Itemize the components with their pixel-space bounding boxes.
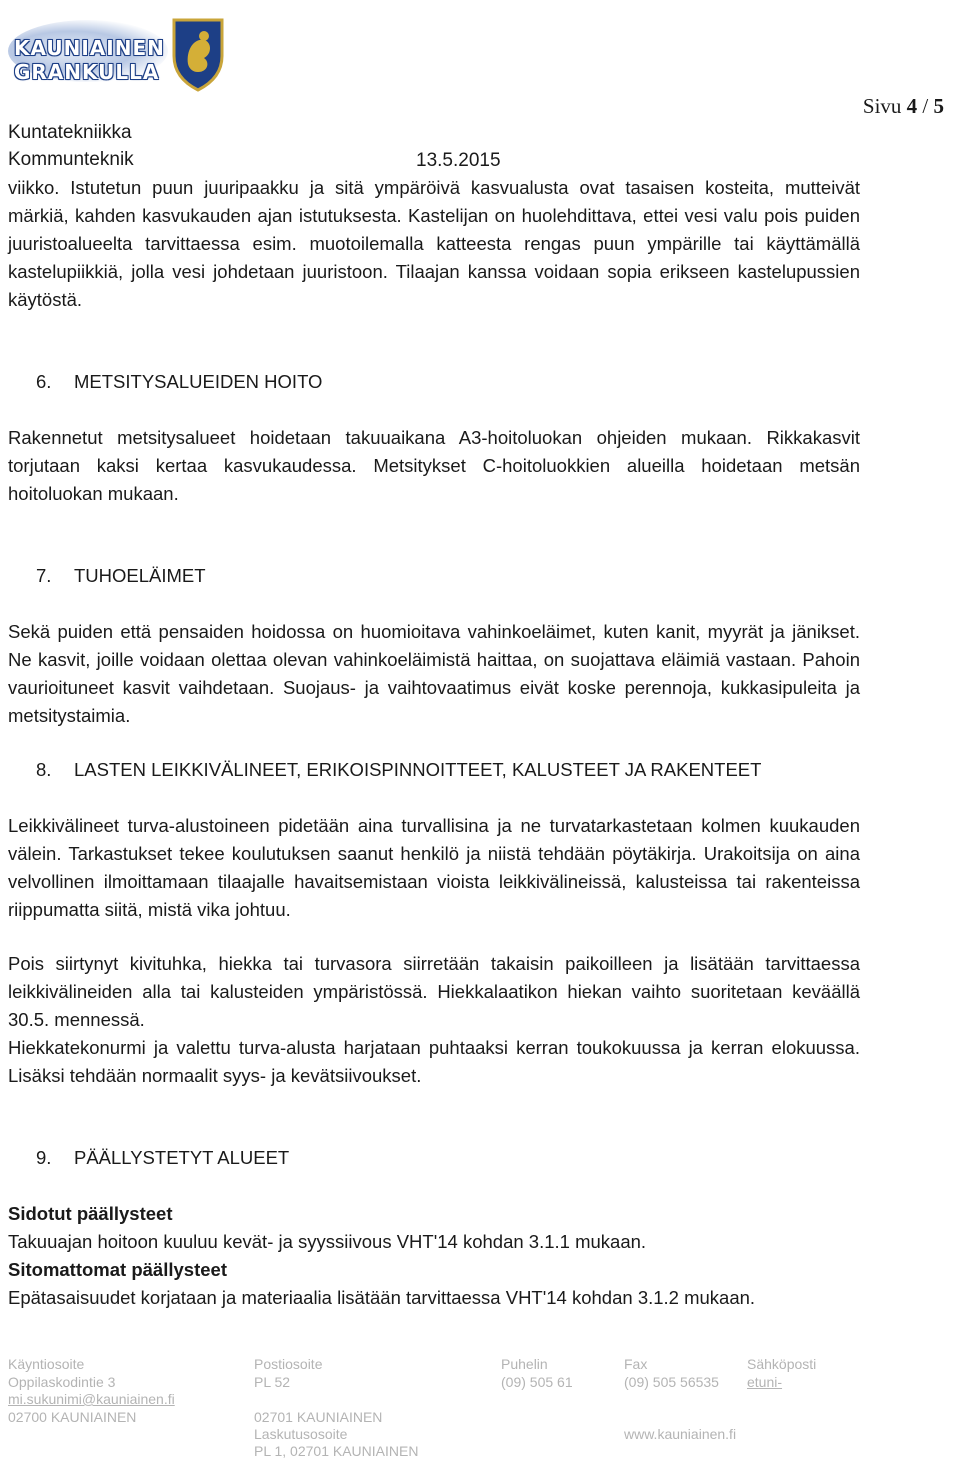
footer-visit-label: Käyntiosoite	[8, 1356, 85, 1372]
intro-paragraph: viikko. Istutetun puun juuripaakku ja sitä ympäröivä kasvualusta ovat tasaisen kosteita, mutteivät märkiä, kahden kasvukauden ajan istutuksesta. Kastelijan on huolehdittava, ettei vesi valu pois puiden juuristoalueelta tarvittaessa esim. muotoilemalla katteesta rengas puun ympärille tai käyttämällä kastelupiikkiä, jolla vesi johdetaan juuristoon. Tilaajan kanssa voidaan sopia erikseen kastelupussien käytöstä.	[8, 177, 860, 310]
section-number: 8.	[36, 759, 52, 780]
footer-website[interactable]: www.kauniainen.fi	[624, 1426, 737, 1442]
section-number: 6.	[36, 371, 52, 392]
section-title: METSITYSALUEIDEN HOITO	[74, 371, 323, 392]
header-department: Kuntatekniikka	[8, 122, 132, 143]
logo-line-1: KAUNIAINEN	[14, 36, 165, 60]
footer-billing-address: PL 1, 02701 KAUNIAINEN	[254, 1443, 419, 1459]
footer-email-tail[interactable]: mi.sukunimi@kauniainen.fi	[8, 1391, 175, 1407]
footer-post-label: Postiosoite	[254, 1356, 323, 1372]
page-current: 4	[906, 94, 918, 118]
header-department-sv: Kommunteknik	[8, 149, 134, 170]
unbound-surfaces-text: Epätasaisuudet korjataan ja materiaalia lisätään tarvittaessa VHT'14 kohdan 3.1.2 mukaan.	[8, 1287, 756, 1308]
section-8-paragraph-3: Hiekkatekonurmi ja valettu turva-alusta harjataan puhtaaksi kerran toukokuussa ja kerran elokuussa. Lisäksi tehdään normaalit syys- ja kevätsiivoukset.	[8, 1037, 860, 1086]
footer-billing-label: Laskutusosoite	[254, 1426, 348, 1442]
kauniainen-logo	[8, 14, 233, 94]
bound-surfaces-text: Takuuajan hoitoon kuuluu kevät- ja syyssiivous VHT'14 kohdan 3.1.1 mukaan.	[8, 1231, 647, 1252]
logo-line-2: GRANKULLA	[14, 60, 160, 84]
footer-fax-label: Fax	[624, 1356, 648, 1372]
section-number: 9.	[36, 1147, 52, 1168]
footer-email-head[interactable]: etuni-	[747, 1374, 783, 1390]
footer-phone: (09) 505 61	[501, 1374, 573, 1390]
page-total: 5	[933, 94, 944, 118]
subheading-bound-surfaces: Sidotut päällysteet	[8, 1203, 173, 1224]
section-title: TUHOELÄIMET	[74, 565, 206, 586]
footer-post-box: PL 52	[254, 1374, 291, 1390]
footer-post-city: 02701 KAUNIAINEN	[254, 1409, 383, 1425]
coat-of-arms-icon	[168, 16, 228, 92]
header-date: 13.5.2015	[416, 150, 501, 171]
page-label: Sivu	[862, 94, 902, 118]
footer-visit-city: 02700 KAUNIAINEN	[8, 1409, 137, 1425]
section-6-paragraph: Rakennetut metsitysalueet hoidetaan takuuaikana A3-hoitoluokan ohjeiden mukaan. Rikkakasvit torjutaan kaksi kertaa kasvukaudessa. Metsitykset C-hoitoluokkien alueilla hoidetaan metsän hoitoluokan mukaan.	[8, 427, 860, 504]
section-8-paragraph-2: Pois siirtynyt kivituhka, hiekka tai turvasora siirretään takaisin paikoilleen ja lisätään tarvittaessa leikkivälineiden alla tai kalusteiden ympäristössä. Hiekkalaatikon hiekan vaihto suoritetaan keväällä 30.5. mennessä.	[8, 953, 860, 1030]
page-separator: /	[922, 94, 929, 118]
footer-email-label: Sähköposti	[747, 1356, 817, 1372]
footer-phone-label: Puhelin	[501, 1356, 548, 1372]
page-number	[863, 94, 944, 119]
footer-fax: (09) 505 56535	[624, 1374, 719, 1390]
subheading-unbound-surfaces: Sitomattomat päällysteet	[8, 1259, 227, 1280]
section-number: 7.	[36, 565, 52, 586]
section-8-paragraph-1: Leikkivälineet turva-alustoineen pidetään aina turvallisina ja ne turvatarkastetaan kolmen kuukauden välein. Tarkastukset tekee koulutuksen saanut henkilö ja niistä tehdään pöytäkirja. Urakoitsija on aina velvollinen ilmoittamaan tilaajalle havaitsemistaan vioista leikkivälineissä, kalusteissa tai rakenteissa riippumatta siitä, mistä vika johtuu.	[8, 815, 860, 920]
section-7-paragraph: Sekä puiden että pensaiden hoidossa on huomioitava vahinkoeläimet, kuten kanit, myyrät ja jänikset. Ne kasvit, joille voidaan olettaa olevan vahinkoeläimistä haittaa, on suojattava eläimiä vastaan. Pahoin vaurioituneet kasvit vaihdetaan. Suojaus- ja vaihtovaatimus eivät koske perennoja, kukkasipuleita ja metsitystaimia.	[8, 621, 860, 726]
section-title: PÄÄLLYSTETYT ALUEET	[74, 1147, 290, 1168]
footer-visit-street: Oppilaskodintie 3	[8, 1374, 116, 1390]
section-title: LASTEN LEIKKIVÄLINEET, ERIKOISPINNOITTEET, KALUSTEET JA RAKENTEET	[74, 759, 762, 780]
